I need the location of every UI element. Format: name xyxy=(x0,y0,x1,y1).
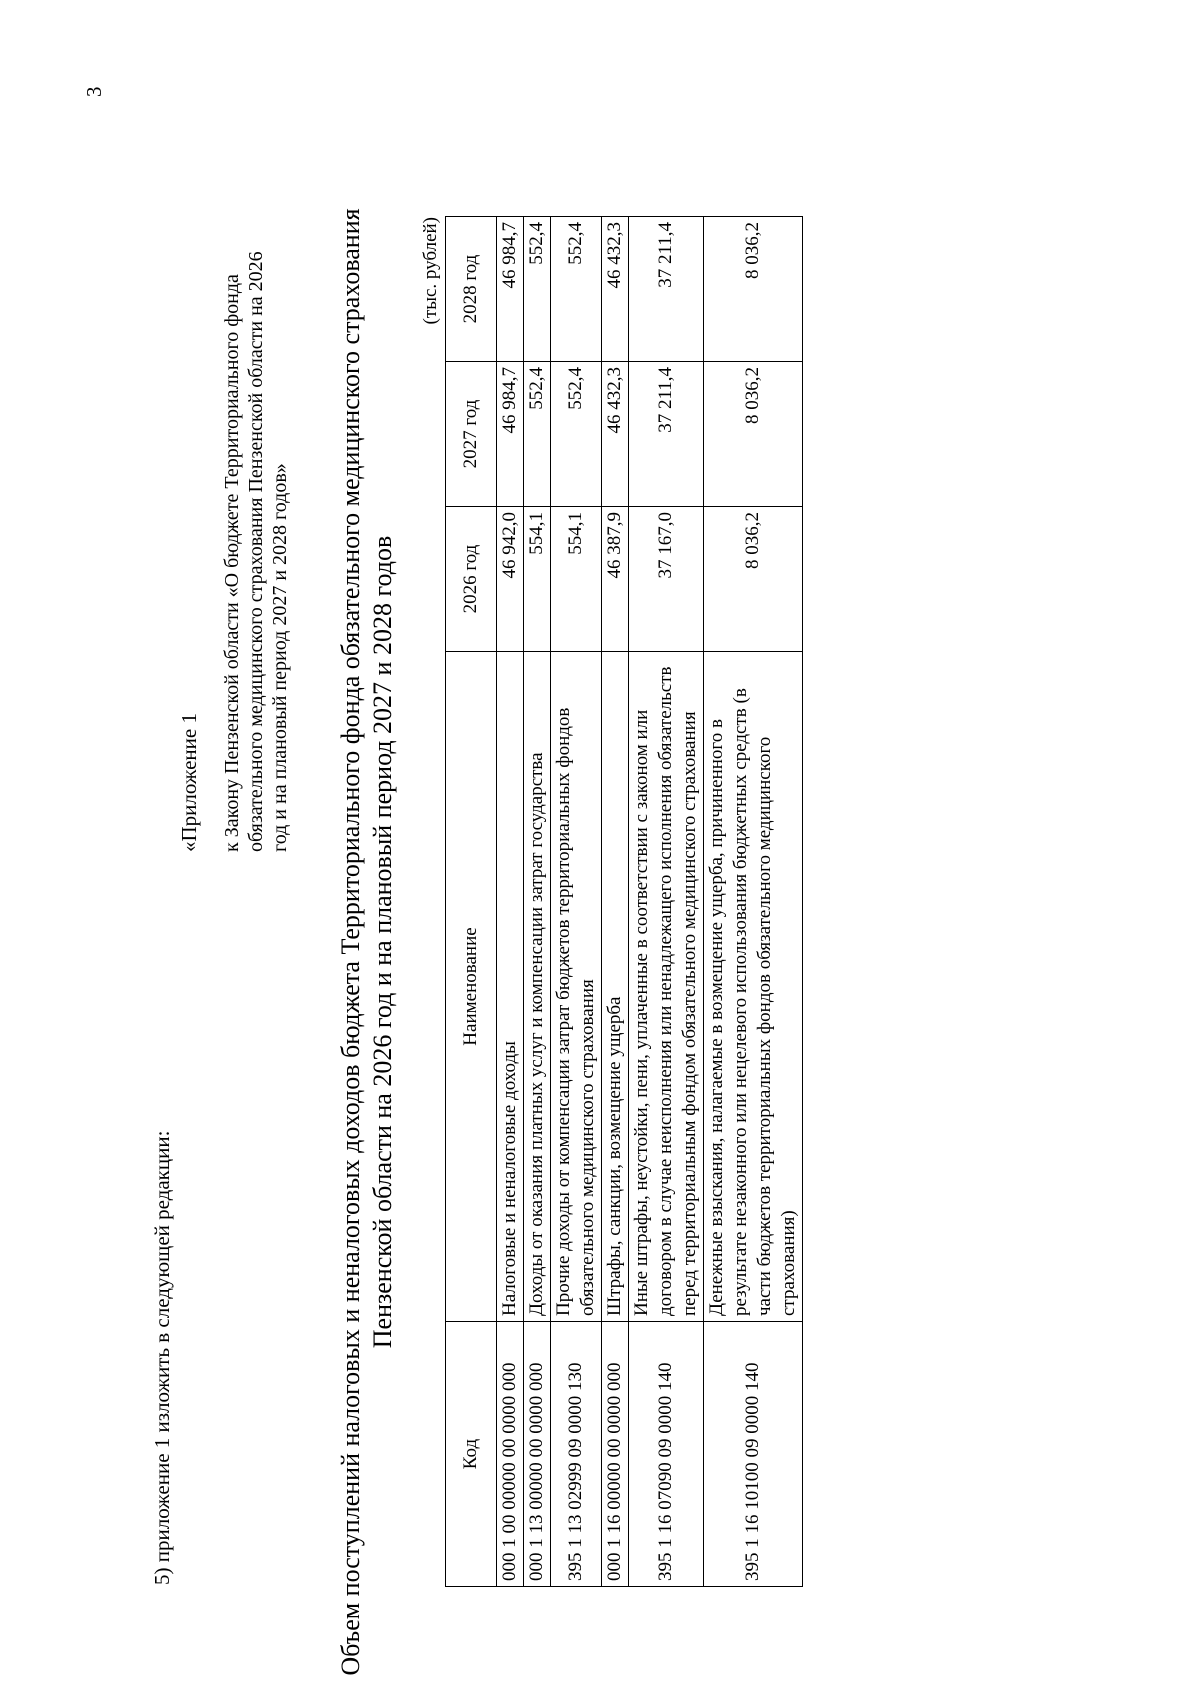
row-value-2028: 46 984,7 xyxy=(497,217,524,362)
units-label: (тыс. рублей) xyxy=(420,217,441,325)
row-value-2028: 46 432,3 xyxy=(602,217,629,362)
row-value-2028: 37 211,4 xyxy=(629,217,704,362)
row-value-2027: 46 432,3 xyxy=(602,362,629,507)
row-value-2028: 552,4 xyxy=(551,217,602,362)
row-value-2028: 8 036,2 xyxy=(704,217,803,362)
row-code: 395 1 13 02999 09 0000 130 xyxy=(551,1322,602,1587)
row-name: Денежные взыскания, налагаемые в возмещение ущерба, причиненного в результате незаконного или нецелевого использования бюджетных средств (в части бюджетов территориальных фондов обязательного медицинского страхования) xyxy=(704,652,803,1322)
table-row xyxy=(704,217,803,1587)
row-value-2027: 46 984,7 xyxy=(497,362,524,507)
table-row xyxy=(524,217,551,1587)
row-code: 000 1 13 00000 00 0000 000 xyxy=(524,1322,551,1587)
row-code: 000 1 00 00000 00 0000 000 xyxy=(497,1322,524,1587)
row-value-2027: 552,4 xyxy=(524,362,551,507)
row-name: Прочие доходы от компенсации затрат бюджетов территориальных фондов обязательного медицинского страхования xyxy=(551,652,602,1322)
page-number: 3 xyxy=(82,86,106,97)
header-code: Код xyxy=(446,1322,497,1587)
intro-paragraph: 5) приложение 1 изложить в следующей редакции: xyxy=(150,1130,174,1585)
row-code: 395 1 16 07090 09 0000 140 xyxy=(629,1322,704,1587)
row-name: Налоговые и неналоговые доходы xyxy=(497,652,524,1322)
row-code: 395 1 16 10100 09 0000 140 xyxy=(704,1322,803,1587)
header-2028: 2028 год xyxy=(446,217,497,362)
row-name: Иные штрафы, неустойки, пени, уплаченные в соответствии с законом или договором в случае неисполнения или ненадлежащего исполнения обязательств перед территориальным фондом обязательного медицинского страхования xyxy=(629,652,704,1322)
table-row xyxy=(602,217,629,1587)
row-value-2026: 46 942,0 xyxy=(497,507,524,652)
row-name: Доходы от оказания платных услуг и компенсации затрат государства xyxy=(524,652,551,1322)
row-value-2026: 554,1 xyxy=(551,507,602,652)
row-value-2026: 46 387,9 xyxy=(602,507,629,652)
row-value-2026: 8 036,2 xyxy=(704,507,803,652)
row-value-2028: 552,4 xyxy=(524,217,551,362)
row-value-2027: 37 211,4 xyxy=(629,362,704,507)
document-title: Объем поступлений налоговых и неналоговых доходов бюджета Территориального фонда обязательного медицинского страхования Пензенской области на 2026 год и на плановый период 2027 и 2028 годов xyxy=(336,208,397,1676)
appendix-title: «Приложение 1 xyxy=(177,713,201,852)
row-value-2027: 8 036,2 xyxy=(704,362,803,507)
table-row xyxy=(629,217,704,1587)
table-row xyxy=(497,217,524,1587)
table-header-row xyxy=(446,217,497,1587)
row-name: Штрафы, санкции, возмещение ущерба xyxy=(602,652,629,1322)
row-value-2027: 552,4 xyxy=(551,362,602,507)
header-2027: 2027 год xyxy=(446,362,497,507)
row-value-2026: 554,1 xyxy=(524,507,551,652)
table-row xyxy=(551,217,602,1587)
header-2026: 2026 год xyxy=(446,507,497,652)
row-value-2026: 37 167,0 xyxy=(629,507,704,652)
row-code: 000 1 16 00000 00 0000 000 xyxy=(602,1322,629,1587)
appendix-reference: к Закону Пензенской области «О бюджете Территориального фонда обязательного медицинского страхования Пензенской области на 2026 год и на плановый период 2027 и 2028 годов» xyxy=(221,251,291,852)
header-name: Наименование xyxy=(446,652,497,1322)
revenue-table xyxy=(445,216,803,1587)
